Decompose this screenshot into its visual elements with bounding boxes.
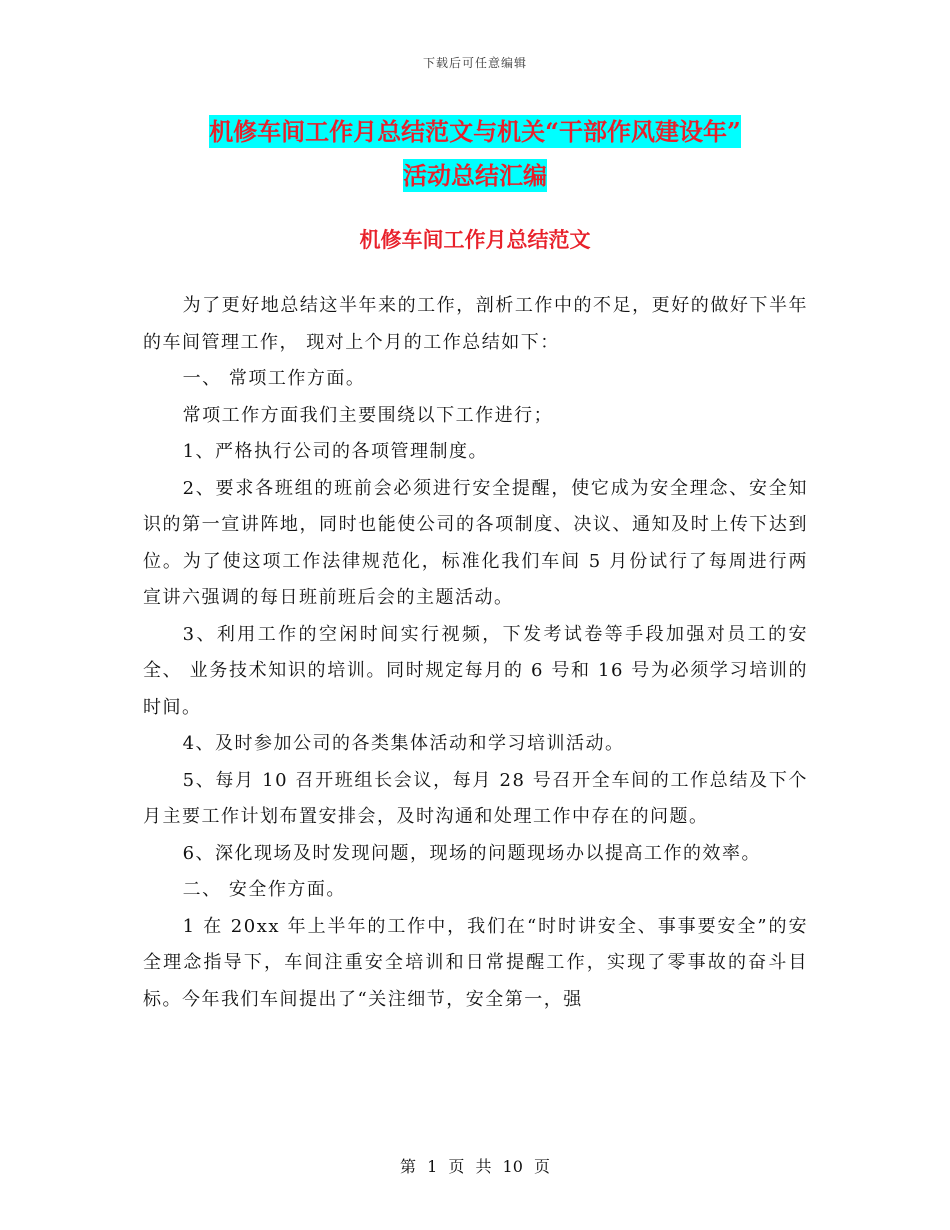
document-body xyxy=(143,288,808,1018)
paragraph: 3、利用工作的空闲时间实行视频，下发考试卷等手段加强对员工的安全、 业务技术知识的培训。同时规定每月的 6 号和 16 号为必须学习培训的时间。 xyxy=(143,623,808,718)
paragraph: 4、及时参加公司的各类集体活动和学习培训活动。 xyxy=(182,733,625,754)
paragraph: 6、深化现场及时发现问题，现场的问题现场办以提高工作的效率。 xyxy=(182,842,762,864)
paragraph: 2、要求各班组的班前会必须进行安全提醒，使它成为安全理念、安全知识的第一宣讲阵地，同时也能使公司的各项制度、决议、通知及时上传下达到位。为了使这项工作法律规范化，标准化我们车间 5 月份试行了每周进行两宣讲六强调的每日班前班后会的主题活动。 xyxy=(143,477,808,608)
paragraph: 5、每月 10 召开班组长会议，每月 28 号召开全车间的工作总结及下个月主要工作计划布置安排会，及时沟通和处理工作中存在的问题。 xyxy=(143,769,808,827)
paragraph: 二、 安全作方面。 xyxy=(182,879,346,900)
paragraph: 为了更好地总结这半年来的工作，剖析工作中的不足，更好的做好下半年的车间管理工作， 现对上个月的工作总结如下： xyxy=(143,295,808,353)
paragraph: 1 在 20xx 年上半年的工作中，我们在“时时讲安全、事事要安全”的安全理念指导下，车间注重安全培训和日常提醒工作，实现了零事故的奋斗目标。今年我们车间提出了“关注细节，安全第一，强 xyxy=(143,915,808,1010)
paragraph: 一、 常项工作方面。 xyxy=(182,368,366,389)
document-title xyxy=(0,110,950,198)
title-line-2: 活动总结汇编 xyxy=(403,161,547,190)
section-title: 机修车间工作月总结范文 xyxy=(359,227,591,252)
page-footer: 第 1 页 共 10 页 xyxy=(400,1157,550,1176)
header-note: 下载后可任意编辑 xyxy=(422,56,527,70)
paragraph: 常项工作方面我们主要围绕以下工作进行； xyxy=(182,404,554,426)
paragraph: 1、严格执行公司的各项管理制度。 xyxy=(182,441,489,462)
title-line-1: 机修车间工作月总结范文与机关“干部作风建设年” xyxy=(209,117,741,146)
